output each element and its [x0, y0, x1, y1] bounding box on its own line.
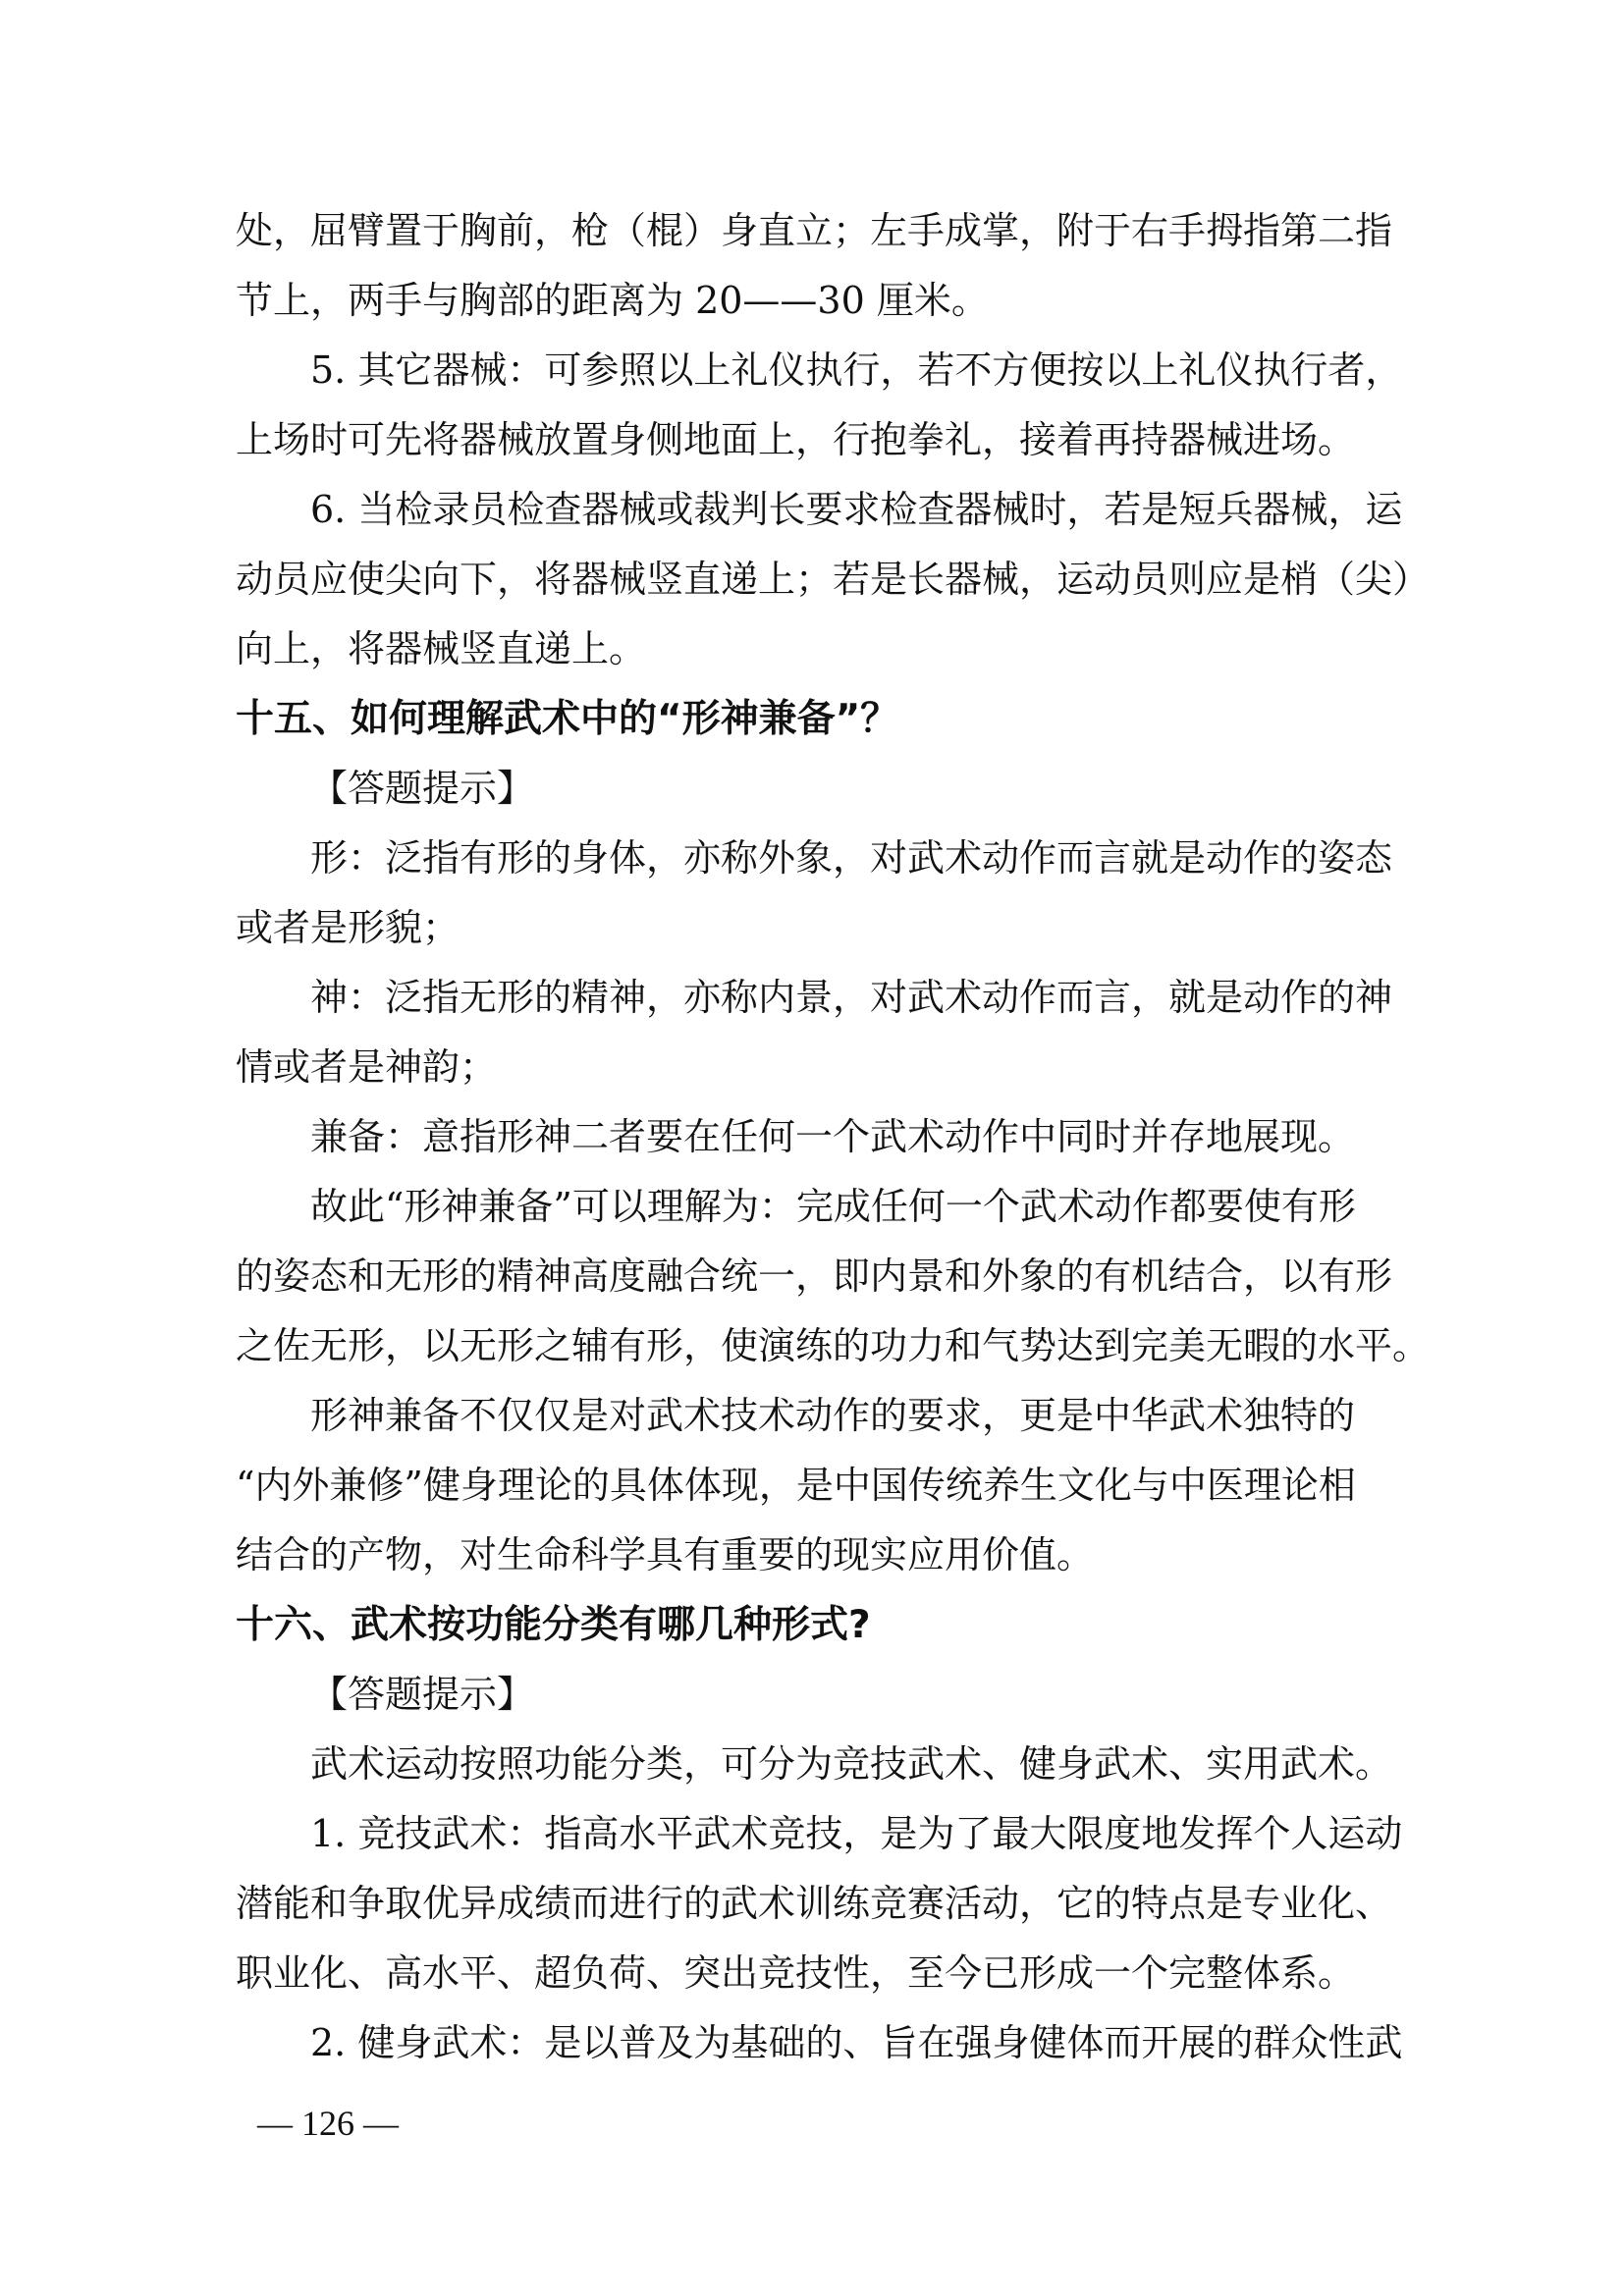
text-line: 职业化、高水平、超负荷、突出竞技性，至今已形成一个完整体系。 — [236, 1951, 1356, 1995]
text-line: 形：泛指有形的身体，亦称外象，对武术动作而言就是动作的姿态 — [310, 836, 1393, 880]
page-number: — 126 — — [257, 2104, 399, 2143]
paragraph-1 — [236, 196, 1443, 336]
text-line: 情或者是神韵； — [236, 1045, 498, 1089]
section-heading-16: 十六、武术按功能分类有哪几种形式? — [236, 1603, 871, 1647]
answer-hint-label: 【答题提示】 — [310, 1673, 535, 1716]
answer-hint-label: 【答题提示】 — [310, 767, 535, 810]
paragraph-2 — [236, 336, 1443, 475]
paragraph-10 — [236, 1799, 1443, 2008]
text-line: “内外兼修”健身理论的具体体现，是中国传统养生文化与中医理论相 — [236, 1464, 1356, 1507]
text-line: 故此“形神兼备”可以理解为：完成任何一个武术动作都要使有形 — [310, 1185, 1356, 1228]
text-line: 武术运动按照功能分类，可分为竞技武术、健身武术、实用武术。 — [310, 1742, 1393, 1786]
text-line: 兼备：意指形神二者要在任何一个武术动作中同时并存地展现。 — [310, 1115, 1356, 1158]
text-line: 2. 健身武术：是以普及为基础的、旨在强身健体而开展的群众性武 — [310, 2021, 1403, 2064]
section-heading-15: 十五、如何理解武术中的“形神兼备”？ — [236, 697, 899, 741]
paragraph-7 — [236, 1172, 1443, 1381]
text-line: 神：泛指无形的精神，亦称内景，对武术动作而言，就是动作的神 — [310, 976, 1393, 1019]
text-line: 或者是形貌； — [236, 906, 460, 949]
paragraph-9 — [236, 1730, 1443, 1799]
paragraph-6 — [236, 1102, 1443, 1172]
text-line: 节上，两手与胸部的距离为 20——30 厘米。 — [236, 279, 989, 322]
text-line: 之佐无形，以无形之辅有形，使演练的功力和气势达到完美无暇的水平。 — [236, 1324, 1431, 1367]
paragraph-8 — [236, 1381, 1443, 1590]
text-line: 结合的产物，对生命科学具有重要的现实应用价值。 — [236, 1533, 1095, 1576]
text-line: 6. 当检录员检查器械或裁判长要求检查器械时，若是短兵器械，运 — [310, 488, 1403, 531]
text-line: 5. 其它器械：可参照以上礼仪执行，若不方便按以上礼仪执行者， — [310, 348, 1403, 392]
paragraph-4 — [236, 824, 1443, 963]
paragraph-5 — [236, 963, 1443, 1102]
text-line: 向上，将器械竖直递上。 — [236, 627, 647, 670]
text-line: 处，屈臂置于胸前，枪（棍）身直立；左手成掌，附于右手拇指第二指 — [236, 209, 1393, 252]
text-line: 上场时可先将器械放置身侧地面上，行抱拳礼，接着再持器械进场。 — [236, 418, 1356, 461]
text-line: 形神兼备不仅仅是对武术技术动作的要求，更是中华武术独特的 — [310, 1394, 1356, 1437]
text-line: 1. 竞技武术：指高水平武术竞技，是为了最大限度地发挥个人运动 — [310, 1812, 1403, 1855]
text-line: 潜能和争取优异成绩而进行的武术训练竞赛活动，它的特点是专业化、 — [236, 1882, 1393, 1925]
paragraph-11 — [236, 2008, 1443, 2078]
paragraph-3 — [236, 475, 1443, 684]
document-page — [236, 196, 1443, 2078]
text-line: 的姿态和无形的精神高度融合统一，即内景和外象的有机结合，以有形 — [236, 1255, 1393, 1298]
text-line: 动员应使尖向下，将器械竖直递上；若是长器械，运动员则应是梢（尖） — [236, 558, 1431, 601]
